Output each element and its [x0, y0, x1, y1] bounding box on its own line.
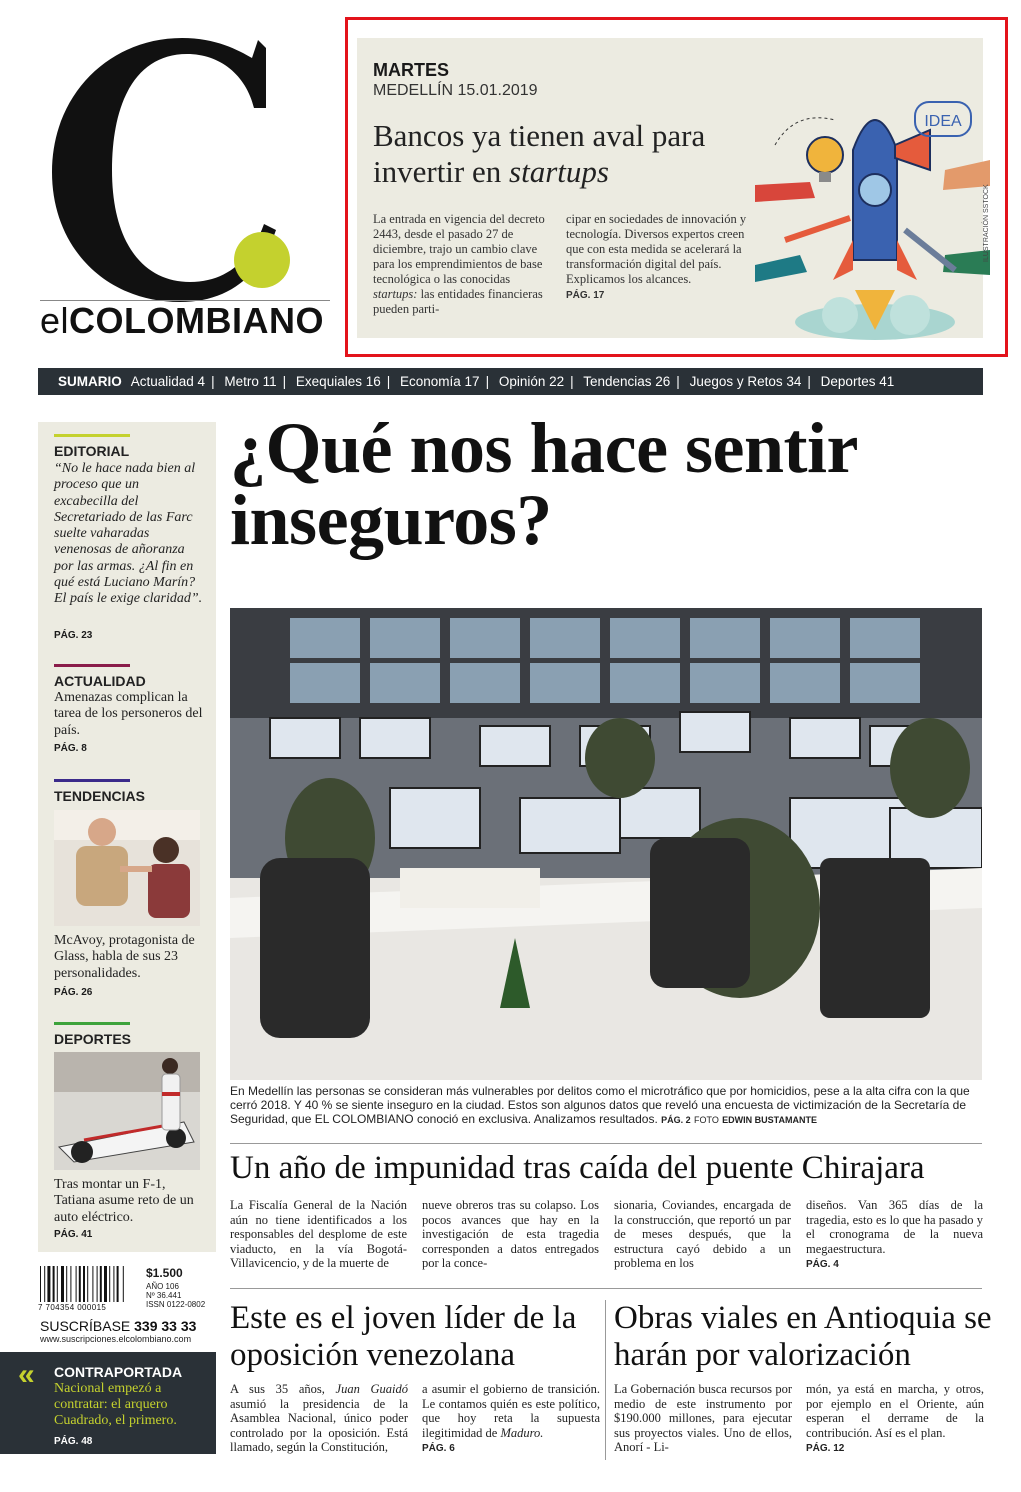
column-divider: [605, 1300, 606, 1460]
barcode-bar: [92, 1266, 93, 1302]
logo-wordmark: [40, 300, 324, 342]
story2-page-ref[interactable]: PÁG. 4: [806, 1259, 839, 1270]
story2-headline[interactable]: Un año de impunidad tras caída del puente Chirajara: [230, 1150, 925, 1186]
contraportada-text[interactable]: Nacional empezó a contratar: el arquero Cuadrado, el primero.: [54, 1381, 177, 1428]
actualidad-color-bar: [54, 664, 130, 667]
editorial-page-ref[interactable]: PÁG. 23: [54, 630, 93, 641]
sumario-item-opinion[interactable]: Opinión 22: [498, 374, 565, 389]
promo-page-ref[interactable]: PÁG. 17: [566, 290, 605, 301]
issue-info: [146, 1282, 205, 1309]
promo-date: MEDELLÍN 15.01.2019: [373, 82, 538, 99]
issue-issn: ISSN 0122-0802: [146, 1300, 206, 1309]
story2-col4: diseños. Van 365 días de la tragedia, esto es lo que ha pasado y el cronograma de la nueva megaestructura. PÁG. 4: [806, 1198, 983, 1270]
double-chevron-icon: «: [18, 1358, 35, 1391]
caption-page-ref: PÁG. 2: [661, 1115, 691, 1126]
story4-page-ref[interactable]: PÁG. 12: [806, 1443, 845, 1454]
story4-col2: món, ya está en marcha, y otros, por ejemplo en el Oriente, aún esperan el derrame de la contribución. Así es el plan. PÁG. 12: [806, 1382, 984, 1454]
sumario-label: SUMARIO: [58, 374, 122, 389]
sumario-item-juegos[interactable]: Juegos y Retos 34: [689, 374, 802, 389]
subscribe-line[interactable]: SUSCRÍBASE 339 33 33: [40, 1318, 197, 1334]
story4-headline[interactable]: Obras viales en Antioquia se harán por valorización: [614, 1300, 992, 1373]
sumario-item-economia[interactable]: Economía 17: [400, 374, 480, 389]
story2-col3: sionaria, Coviandes, encargada de la construcción, que reportó un par de meses después, que la estructura cayó debido a un problema en los: [614, 1198, 791, 1270]
main-headline[interactable]: ¿Qué nos hace sentir inseguros?: [230, 408, 857, 560]
promo-title[interactable]: [373, 118, 753, 190]
story4-col1: La Gobernación busca recursos por medio de este instrumento por $190.000 millones, para ejecutar sus proyectos viales. Uno de ellos, Anorí - Li-: [614, 1382, 792, 1454]
barcode-bar: [104, 1266, 107, 1302]
contraportada-head: CONTRAPORTADA: [54, 1364, 183, 1380]
caption-photographer: EDWIN BUSTAMANTE: [722, 1115, 817, 1126]
subscribe-phone: 339 33 33: [134, 1318, 197, 1334]
tendencias-text[interactable]: McAvoy, protagonista de Glass, habla de sus 23 personalidades.: [54, 933, 195, 981]
barcode-bar: [100, 1266, 102, 1302]
barcode-bar: [53, 1266, 55, 1302]
editorial-head: EDITORIAL: [54, 443, 130, 459]
logo-name: COLOMBIANO: [69, 300, 325, 341]
barcode-bar: [113, 1266, 114, 1302]
barcode-bar: [44, 1266, 45, 1302]
barcode-bar: [57, 1266, 58, 1302]
sumario-item-actualidad[interactable]: Actualidad 4: [130, 374, 206, 389]
price: $1.500: [146, 1266, 183, 1280]
barcode-bar: [70, 1266, 71, 1302]
barcode-bar: [79, 1266, 81, 1302]
sumario-bar: SUMARIO Actualidad 4 | Metro 11 | Exequiales 16 | Economía 17 | Opinión 22 | Tendencias 26 | Juegos y Retos 34 | Deportes 41: [38, 368, 983, 395]
promo-title-italic: startups: [509, 154, 609, 189]
barcode-bar: [66, 1266, 67, 1302]
story2-col1: La Fiscalía General de la Nación aún no tiene identificados a los responsables del desplome de este viaducto, en la vía Bogotá-Villavicencio, y de la muerte de: [230, 1198, 407, 1270]
barcode-number: 7 704354 000015: [38, 1303, 107, 1312]
barcode-bar: [109, 1266, 110, 1302]
deportes-page-ref[interactable]: PÁG. 41: [54, 1229, 93, 1240]
promo-body-col1: La entrada en vigencia del decreto 2443, desde el pasado 27 de diciembre, trajo un cambio clave para los emprendimientos de base tecnológica o las conocidas startups: las entidades financieras pueden parti-: [373, 212, 545, 316]
deportes-color-bar: [54, 1022, 130, 1025]
actualidad-head: ACTUALIDAD: [54, 673, 146, 689]
photo-caption: En Medellín las personas se consideran más vulnerables por delitos como el microtráfico que por homicidios, pese a la alta cifra con la que cerró 2018. Y 40 % se siente inseguro en la ciudad. Estos son algunos datos que reveló una encuesta de victimización de la Secretaría de Seguridad, que EL COLOMBIANO conoció en exclusiva. Analizamos resultados. PÁG. 2 FOTO EDWIN BUSTAMANTE: [230, 1084, 970, 1127]
sumario-item-deportes[interactable]: Deportes 41: [820, 374, 895, 389]
barcode-bar: [61, 1266, 64, 1302]
deportes-photo[interactable]: [54, 1052, 200, 1170]
barcode-bar: [117, 1266, 119, 1302]
tendencias-page-ref[interactable]: PÁG. 26: [54, 987, 93, 998]
subscribe-url[interactable]: www.suscripciones.elcolombiano.com: [40, 1334, 192, 1344]
tendencias-photo[interactable]: [54, 810, 200, 926]
barcode-bar: [76, 1266, 77, 1302]
promo-body-col2: cipar en sociedades de innovación y tecnología. Diversos expertos creen que con esta medida se acelerará la transformación digital del país. Explicamos los alcances. PÁG. 17: [566, 212, 747, 301]
tendencias-color-bar: [54, 779, 130, 782]
deportes-text[interactable]: Tras montar un F-1, Tatiana asume reto de un auto eléctrico.: [54, 1177, 194, 1225]
logo-prefix: el: [40, 300, 70, 341]
rocket-illustration: [755, 90, 995, 340]
logo-c-mark: [40, 20, 290, 310]
story3-col2: a asumir el gobierno de transición. Le contamos quién es este político, que hoy reta la supuesta ilegitimidad de Maduro. PÁG. 6: [422, 1382, 600, 1454]
barcode-bar: [123, 1266, 124, 1302]
barcode-bar: [83, 1266, 85, 1302]
promo-title-text: Bancos ya tienen aval para invertir en: [373, 118, 706, 189]
sumario-item-tendencias[interactable]: Tendencias 26: [583, 374, 671, 389]
story3-headline[interactable]: Este es el joven líder de la oposición venezolana: [230, 1300, 577, 1373]
story2-col2: nueve obreros tras su colapso. Los pocos avances que hay en la investigación de esta tragedia corresponden a datos entregados por la conce-: [422, 1198, 599, 1270]
actualidad-text[interactable]: Amenazas complican la tarea de los personeros del país.: [54, 690, 203, 738]
actualidad-page-ref[interactable]: PÁG. 8: [54, 743, 87, 754]
divider: [230, 1143, 982, 1144]
promo-illustration-credit: ILUSTRACIÓN SSTOCK: [983, 184, 990, 262]
sumario-item-metro[interactable]: Metro 11: [224, 374, 277, 389]
contraportada-page-ref[interactable]: PÁG. 48: [54, 1436, 93, 1447]
story3-page-ref[interactable]: PÁG. 6: [422, 1443, 455, 1454]
editorial-quote[interactable]: “No le hace nada bien al proceso que un excabecilla del Secretariado de las Farc suelte vaharadas venenosas de añoranza por las armas. ¿Al fin en qué está Luciano Marín? El país le exige claridad”.: [54, 461, 203, 607]
deportes-head: DEPORTES: [54, 1031, 132, 1047]
issue-number: Nº 36.441: [146, 1291, 182, 1300]
barcode-bar: [87, 1266, 88, 1302]
logo-dot: [234, 232, 290, 288]
barcode-bar: [97, 1266, 98, 1302]
barcode-bar: [40, 1266, 41, 1302]
control-room-photo[interactable]: [230, 608, 982, 1080]
promo-day: MARTES: [373, 60, 449, 80]
sumario-item-exequiales[interactable]: Exequiales 16: [295, 374, 381, 389]
tendencias-head: TENDENCIAS: [54, 788, 146, 804]
editorial-color-bar: [54, 434, 130, 437]
story3-col1: A sus 35 años, Juan Guaidó asumió la presidencia de la Asamblea Nacional, único poder controlado por la oposición. Está llamado, según la Constitución,: [230, 1382, 408, 1454]
divider: [230, 1288, 982, 1289]
illustration-idea-text: IDEA: [924, 113, 962, 130]
issue-year: AÑO 106: [146, 1282, 179, 1291]
barcode-bar: [47, 1266, 50, 1302]
barcode: [38, 1266, 142, 1304]
